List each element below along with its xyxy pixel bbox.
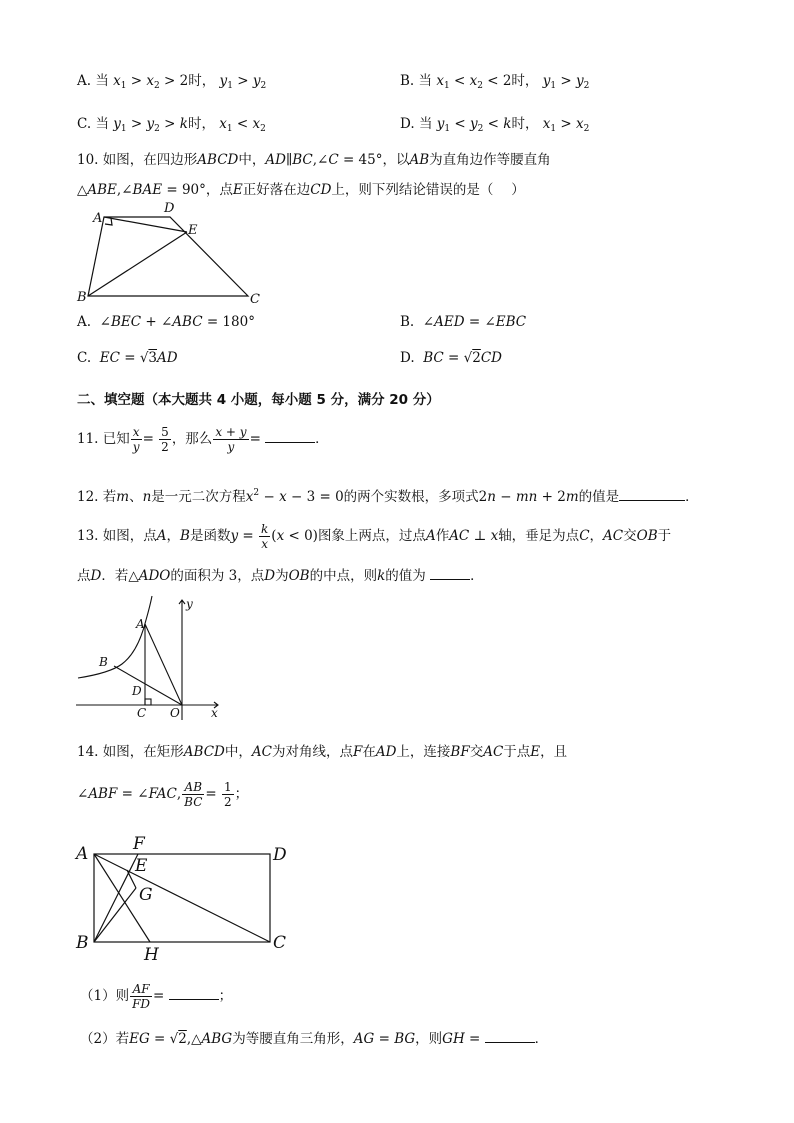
label-a: A xyxy=(93,211,103,226)
label-x: x xyxy=(211,706,218,720)
label-f: F xyxy=(133,834,145,854)
q10-option-a: A. ∠BEC + ∠ABC = 180° xyxy=(77,314,255,330)
hyperbola-curve xyxy=(78,596,152,678)
label-a: A xyxy=(136,617,145,631)
q13-figure xyxy=(70,594,230,724)
q10-stem-line2: △ABE,∠BAE = 90°，点E正好落在边CD上，则下列结论错误的是（ ） xyxy=(77,182,525,198)
label-o: O xyxy=(170,706,180,720)
segment-ae xyxy=(104,217,187,232)
label-d: D xyxy=(273,845,287,865)
right-angle-mark xyxy=(105,218,112,225)
q10-option-b: B. ∠AED = ∠EBC xyxy=(400,314,527,330)
label-d: D xyxy=(164,201,175,216)
label-e: E xyxy=(188,223,198,238)
q9-option-c: C. 当 $y_1 > y_2 > k$时， $x_1 < x_2$ xyxy=(77,116,266,134)
label-c: C xyxy=(273,933,287,953)
section-title: 二、填空题（本大题共 4 小题，每小题 5 分，满分 20 分） xyxy=(77,392,440,408)
q10-figure xyxy=(70,198,270,308)
right-angle-mark xyxy=(145,699,151,705)
q10-option-d: D. BC = √2CD xyxy=(400,350,502,366)
label-c: C xyxy=(137,706,147,720)
q13-stem-line1: 13. 如图，点A，B是函数y = $\frac{k}{x}$ (x < 0)图象上两点，过点A作AC ⊥ x轴，垂足为点C，AC交OB于 xyxy=(77,522,672,551)
segment-bg xyxy=(94,888,136,942)
q10-stem-line1: 10. 如图，在四边形ABCD中，AD∥BC,∠C = 45°，以AB为直角边作等腰直角 xyxy=(77,152,551,168)
q9-option-b: B. 当 $x_1 < x_2 < 2$时， $y_1 > y_2$ xyxy=(400,73,590,91)
segment-bf xyxy=(94,854,138,942)
label-b: B xyxy=(77,290,87,305)
label-y: y xyxy=(186,597,193,611)
label-c: C xyxy=(250,292,260,307)
q14-part2: （2）若EG = √2,△ABG为等腰直角三角形，AG = BG，则GH = ． xyxy=(80,1031,549,1047)
label-b: B xyxy=(99,655,108,669)
label-a: A xyxy=(76,844,89,864)
q14-part1: （1）则 $\frac{AF}{FD}$ = ； xyxy=(80,982,233,1011)
label-d: D xyxy=(132,684,142,698)
q9-option-a: A. 当 $x_1 > x_2 > 2$时， $y_1 > y_2$ xyxy=(77,73,267,91)
segment-be xyxy=(88,232,187,296)
label-g: G xyxy=(139,885,153,905)
q12: 12. 若m、n是一元二次方程$x^2 - x - 3 = 0$的两个实数根，多项式2n − mn + 2m的值是 ． xyxy=(77,488,699,505)
diagonal-ac xyxy=(94,854,270,942)
q10-option-c: C. EC = √3AD xyxy=(77,350,178,366)
q14-stem-line2: ∠ABF = ∠FAC, $\frac{AB}{BC}$ = $\frac{1}{2}$ ； xyxy=(77,780,249,809)
label-b: B xyxy=(76,933,89,953)
q14-stem-line1: 14. 如图，在矩形ABCD中，AC为对角线，点F在AD上，连接BF交AC于点E，且 xyxy=(77,744,568,760)
q14-figure xyxy=(70,830,300,965)
q9-option-d: D. 当 $y_1 < y_2 < k$时， $x_1 > x_2$ xyxy=(400,116,590,134)
label-e: E xyxy=(135,856,148,876)
q13-stem-line2: 点D．若△ADO的面积为 3，点D为OB的中点，则k的值为 ． xyxy=(77,568,484,584)
segment-ao xyxy=(145,624,182,705)
label-h: H xyxy=(144,945,159,965)
q11: 11. 已知 $\frac{x}{y}$ = $\frac{5}{2}$ ，那么 $\frac{x + y}{y}$ = ． xyxy=(77,425,329,454)
